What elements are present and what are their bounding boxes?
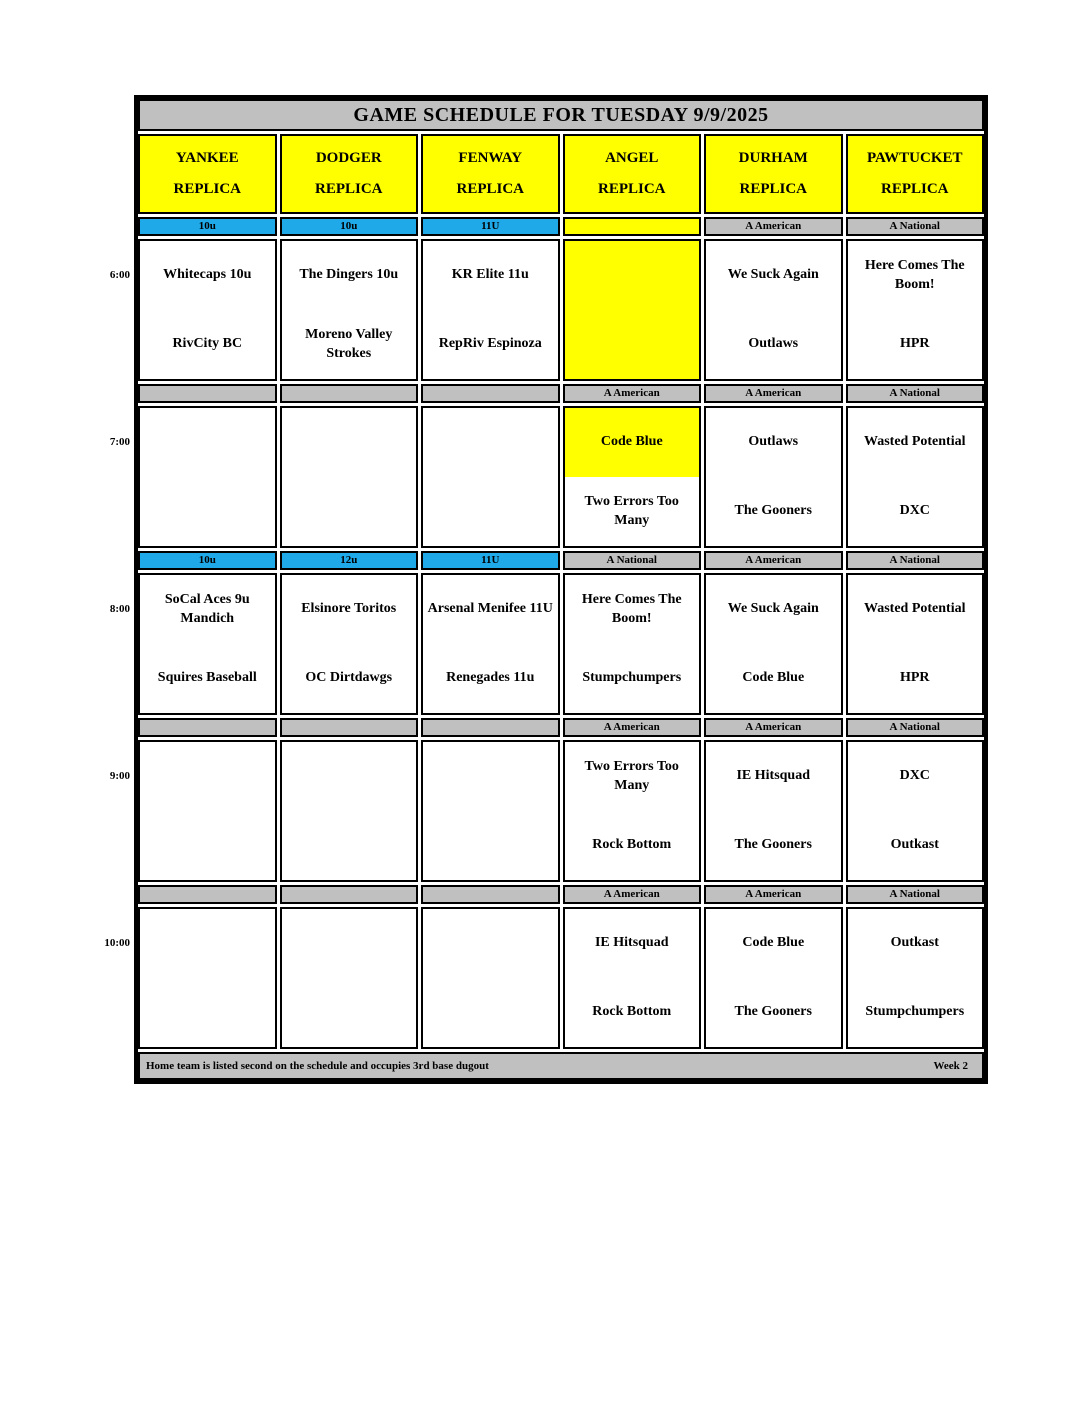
division-cell: A American — [704, 217, 843, 236]
game-cell — [846, 406, 985, 548]
division-cell: 11U — [421, 217, 560, 236]
home-team: Squires Baseball — [157, 670, 257, 686]
home-team — [423, 811, 558, 880]
game-cell — [704, 907, 843, 1049]
field-suffix: REPLICA — [314, 181, 383, 197]
field-suffix: REPLICA — [880, 181, 949, 197]
field-header-dodger — [280, 134, 419, 214]
division-cell: A American — [563, 718, 702, 737]
division-row — [138, 885, 984, 904]
away-team — [423, 909, 558, 978]
game-cell — [280, 907, 419, 1049]
division-cell — [138, 384, 277, 403]
time-label: 8:00 — [109, 602, 130, 615]
home-team — [423, 477, 558, 546]
away-team — [140, 742, 275, 811]
home-team: DXC — [899, 503, 930, 519]
game-cell — [846, 573, 985, 715]
home-team: HPR — [899, 670, 930, 686]
division-cell: A American — [704, 718, 843, 737]
division-row — [138, 718, 984, 737]
home-team: Rock Bottom — [592, 837, 672, 853]
game-row-900 — [109, 740, 984, 882]
home-team: Rock Bottom — [592, 1004, 672, 1020]
game-row-1000 — [104, 907, 984, 1049]
away-team: Whitecaps 10u — [163, 267, 252, 283]
away-team: Two Errors Too Many — [584, 758, 679, 793]
field-header-pawtucket — [846, 134, 985, 214]
field-suffix: REPLICA — [173, 181, 241, 197]
game-row-700 — [109, 406, 984, 548]
field-name: DURHAM — [738, 150, 808, 166]
away-team — [565, 241, 700, 310]
away-team: DXC — [899, 768, 930, 784]
field-header-durham — [704, 134, 843, 214]
away-team: We Suck Again — [727, 601, 819, 617]
home-team — [282, 477, 417, 546]
game-cell — [421, 907, 560, 1049]
home-team: Stumpchumpers — [582, 670, 682, 686]
game-cell — [280, 239, 419, 381]
time-label: 9:00 — [109, 769, 130, 782]
game-cell — [563, 740, 702, 882]
game-cell — [421, 740, 560, 882]
away-team — [282, 408, 417, 477]
game-cell — [280, 406, 419, 548]
game-cell — [846, 740, 985, 882]
division-cell — [421, 885, 560, 904]
home-team: Stumpchumpers — [865, 1004, 965, 1020]
division-cell: A American — [704, 885, 843, 904]
time-label: 10:00 — [104, 936, 130, 949]
division-cell: A National — [846, 551, 985, 570]
home-team — [565, 310, 700, 379]
home-team: Code Blue — [742, 670, 805, 686]
footer-note: Home team is listed second on the schedule and occupies 3rd base dugout — [146, 1060, 489, 1072]
field-name: ANGEL — [605, 150, 659, 166]
division-cell — [421, 384, 560, 403]
week-label: Week 2 — [933, 1060, 968, 1072]
game-cell — [138, 573, 277, 715]
away-team: Wasted Potential — [864, 601, 966, 617]
game-cell — [138, 740, 277, 882]
time-label: 7:00 — [109, 435, 130, 448]
home-team — [140, 477, 275, 546]
field-header-fenway — [421, 134, 560, 214]
division-cell: A National — [846, 885, 985, 904]
away-team: Arsenal Menifee 11U — [427, 601, 553, 617]
away-team — [423, 408, 558, 477]
game-cell — [704, 740, 843, 882]
away-team — [140, 408, 275, 477]
away-team: Here Comes The Boom! — [864, 257, 965, 292]
game-cell — [704, 406, 843, 548]
field-name: YANKEE — [175, 150, 239, 166]
schedule-sheet — [104, 95, 988, 1084]
away-team: SoCal Aces 9u Mandich — [164, 591, 250, 626]
away-team — [423, 742, 558, 811]
field-suffix: REPLICA — [456, 181, 524, 197]
title-row — [138, 99, 984, 131]
game-cell — [704, 573, 843, 715]
game-cell — [138, 406, 277, 548]
home-team: Two Errors Too Many — [584, 493, 679, 528]
division-cell: A National — [563, 551, 702, 570]
game-cell — [138, 239, 277, 381]
away-team: Elsinore Toritos — [301, 601, 397, 617]
division-row — [138, 217, 984, 236]
division-cell — [280, 384, 419, 403]
game-cell — [280, 573, 419, 715]
time-label: 6:00 — [109, 268, 130, 281]
game-cell — [138, 907, 277, 1049]
division-cell: A American — [704, 384, 843, 403]
away-team: KR Elite 11u — [451, 267, 529, 283]
home-team: RivCity BC — [172, 336, 243, 352]
away-team — [140, 909, 275, 978]
footer-bar — [138, 1052, 984, 1080]
division-cell — [421, 718, 560, 737]
division-cell: A National — [846, 217, 985, 236]
game-cell — [421, 239, 560, 381]
away-team: Code Blue — [742, 935, 805, 951]
division-cell — [563, 217, 702, 236]
home-team: Outkast — [890, 837, 939, 853]
home-team: HPR — [899, 336, 930, 352]
game-cell — [704, 239, 843, 381]
away-team — [282, 742, 417, 811]
division-cell: A American — [704, 551, 843, 570]
game-cell — [280, 740, 419, 882]
division-cell: A American — [563, 885, 702, 904]
game-cell — [563, 573, 702, 715]
away-team — [282, 909, 417, 978]
game-cell-empty-highlight — [563, 239, 702, 381]
field-suffix: REPLICA — [739, 181, 807, 197]
game-cell — [846, 239, 985, 381]
game-row-800 — [109, 573, 984, 715]
home-team: RepRiv Espinoza — [438, 336, 542, 352]
home-team — [140, 811, 275, 880]
game-cell — [421, 573, 560, 715]
footer-row — [138, 1052, 984, 1080]
division-cell — [280, 885, 419, 904]
division-row — [138, 551, 984, 570]
page-title: GAME SCHEDULE FOR TUESDAY 9/9/2025 — [138, 99, 984, 131]
division-cell: 10u — [138, 217, 277, 236]
division-cell: A National — [846, 718, 985, 737]
away-team: IE Hitsquad — [594, 935, 669, 951]
home-team: The Gooners — [734, 503, 812, 519]
division-cell — [138, 885, 277, 904]
division-row — [138, 384, 984, 403]
division-cell: 11U — [421, 551, 560, 570]
game-row-600 — [109, 239, 984, 381]
division-cell: 10u — [138, 551, 277, 570]
home-team: Outlaws — [748, 336, 799, 352]
home-team — [423, 978, 558, 1047]
division-cell: 12u — [280, 551, 419, 570]
away-team: IE Hitsquad — [736, 768, 811, 784]
field-name: FENWAY — [458, 150, 523, 166]
home-team: Moreno Valley Strokes — [305, 326, 393, 361]
field-suffix: REPLICA — [597, 181, 666, 197]
away-team: The Dingers 10u — [299, 267, 399, 283]
home-team: Renegades 11u — [446, 670, 535, 686]
division-cell — [280, 718, 419, 737]
away-team: Outlaws — [748, 434, 799, 450]
field-name: PAWTUCKET — [866, 150, 963, 166]
game-cell — [846, 907, 985, 1049]
home-team: The Gooners — [734, 1004, 812, 1020]
home-team — [140, 978, 275, 1047]
field-name: DODGER — [315, 150, 382, 166]
division-cell: A American — [563, 384, 702, 403]
away-team: Here Comes The Boom! — [581, 591, 682, 626]
field-header-angel — [563, 134, 702, 214]
away-team: We Suck Again — [727, 267, 819, 283]
home-team — [282, 811, 417, 880]
home-team: The Gooners — [734, 837, 812, 853]
away-team: Outkast — [890, 935, 939, 951]
home-team: OC Dirtdawgs — [305, 670, 393, 686]
field-header-yankee — [138, 134, 277, 214]
game-cell — [563, 907, 702, 1049]
division-cell — [138, 718, 277, 737]
division-cell: 10u — [280, 217, 419, 236]
away-team-highlighted: Code Blue — [565, 408, 700, 477]
schedule-table — [104, 95, 988, 1084]
division-cell: A National — [846, 384, 985, 403]
game-cell — [563, 406, 702, 548]
game-cell — [421, 406, 560, 548]
away-team: Wasted Potential — [864, 434, 966, 450]
home-team — [282, 978, 417, 1047]
field-header-row — [138, 134, 984, 214]
